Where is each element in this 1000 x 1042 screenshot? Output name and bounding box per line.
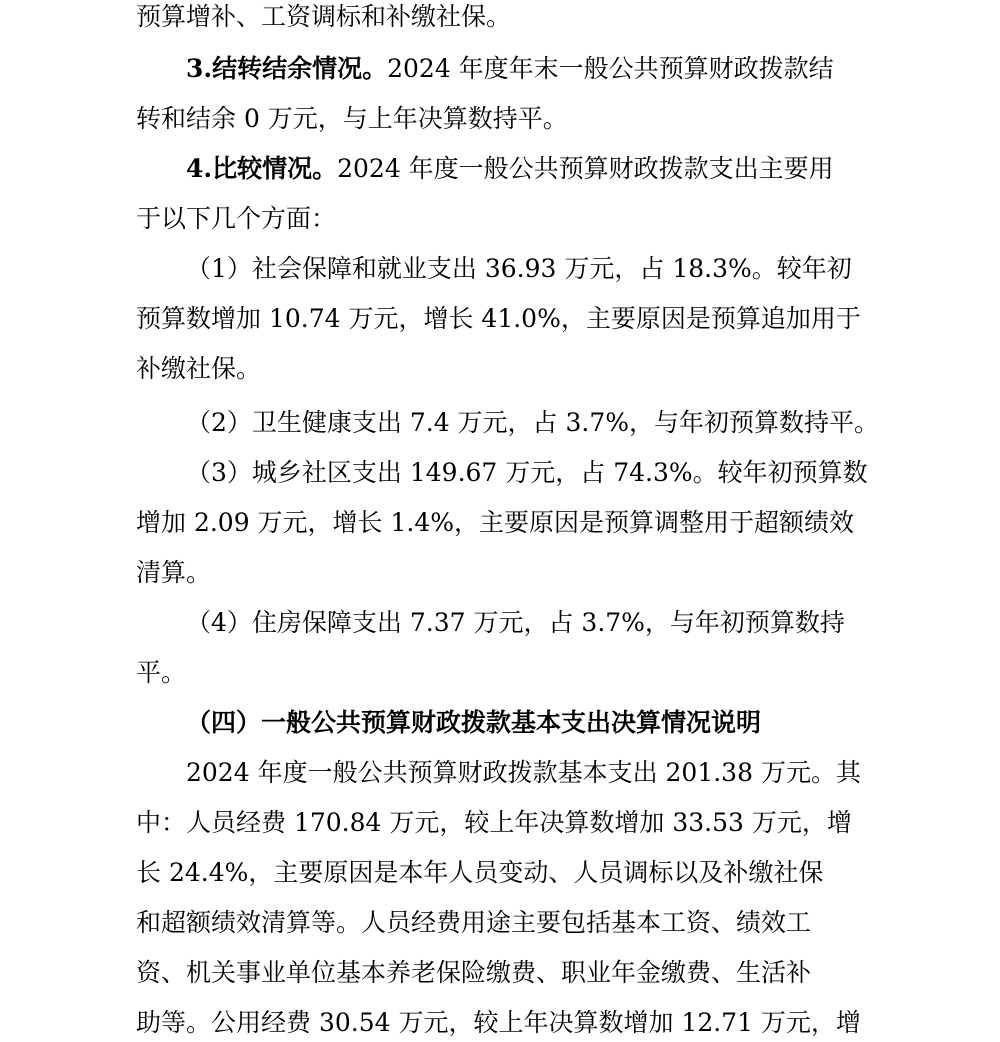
list-item-line [186,404,879,442]
section-label: 3.结转结余情况。 [186,54,388,83]
line-text: 于以下几个方面： [136,204,337,233]
line-text: 2024 年度一般公共预算财政拨款基本支出 201.38 万元。其 [186,758,861,787]
paragraph-line [136,100,568,138]
paragraph-line [136,504,854,542]
section-heading-line [186,50,834,88]
paragraph-line [186,754,861,792]
line-text: （4）住房保障支出 7.37 万元，占 3.7%，与年初预算数持 [186,608,845,637]
line-text: 资、机关事业单位基本养老保险缴费、职业年金缴费、生活补 [136,958,812,987]
list-item-line [186,604,845,642]
line-text: （2）卫生健康支出 7.4 万元，占 3.7%，与年初预算数持平。 [186,408,880,437]
line-text: 增加 2.09 万元，增长 1.4%，主要原因是预算调整用于超额绩效 [136,508,855,537]
paragraph-line [136,554,211,592]
paragraph-line [136,954,811,992]
line-text: 长 24.4%，主要原因是本年人员变动、人员调标以及补缴社保 [136,858,824,887]
paragraph-line [136,300,861,338]
line-text: 预算数增加 10.74 万元，增长 41.0%，主要原因是预算追加用于 [136,304,861,333]
line-text: 清算。 [136,558,212,587]
paragraph-line [136,350,261,388]
section-heading-line [186,150,834,188]
paragraph-line [136,854,823,892]
line-text: 预算增补、工资调标和补缴社保。 [136,2,512,31]
line-text: 补缴社保。 [136,354,262,383]
section-label: 4.比较情况。 [186,154,338,183]
paragraph-line [136,0,511,36]
line-text: 转和结余 0 万元，与上年决算数持平。 [136,104,568,133]
paragraph-line [136,904,811,942]
list-item-line [186,250,852,288]
line-text: 2024 年度年末一般公共预算财政拨款结 [387,54,834,83]
line-text: 平。 [136,658,187,687]
paragraph-line [136,804,852,842]
line-text: （1）社会保障和就业支出 36.93 万元，占 18.3%。较年初 [186,254,852,283]
subsection-heading [186,704,761,742]
line-text: （3）城乡社区支出 149.67 万元，占 74.3%。较年初预算数 [186,458,868,487]
line-text: 和超额绩效清算等。人员经费用途主要包括基本工资、绩效工 [136,908,812,937]
line-text: 中：人员经费 170.84 万元，较上年决算数增加 33.53 万元，增 [136,808,852,837]
subsection-title: （四）一般公共预算财政拨款基本支出决算情况说明 [186,708,762,737]
line-text: 2024 年度一般公共预算财政拨款支出主要用 [337,154,834,183]
line-text: 助等。公用经费 30.54 万元，较上年决算数增加 12.71 万元，增 [136,1008,861,1037]
list-item-line [186,454,868,492]
paragraph-line [136,200,336,238]
paragraph-line [136,654,186,692]
paragraph-line [136,1004,861,1042]
